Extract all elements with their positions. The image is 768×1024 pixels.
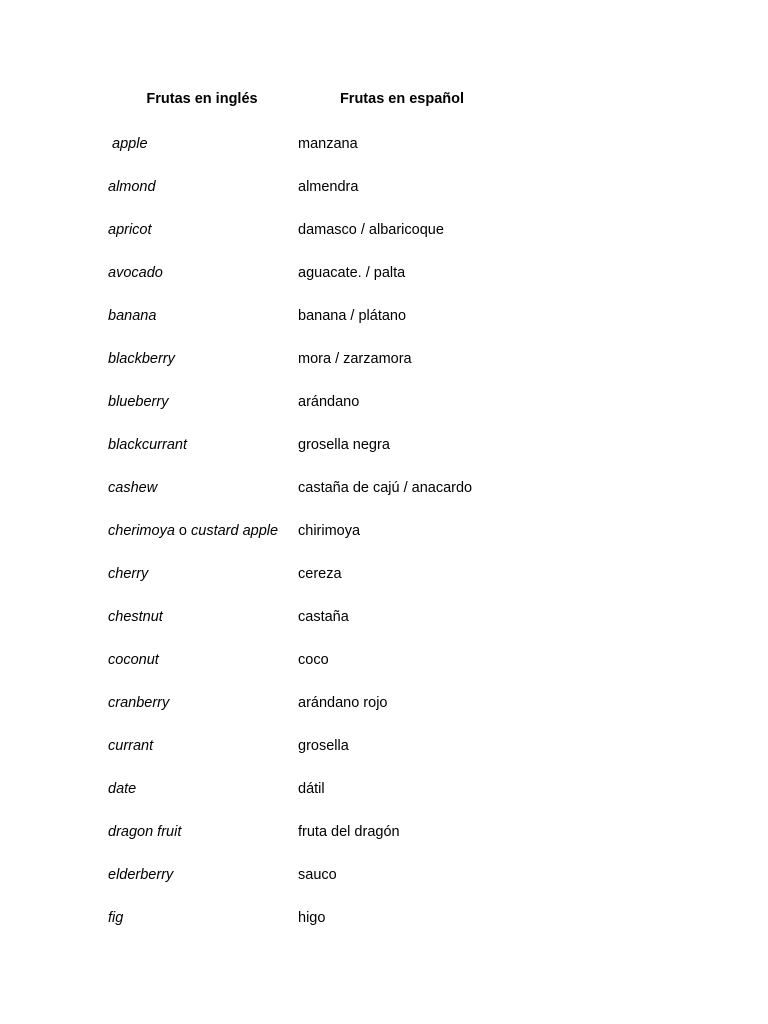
table-row bbox=[0, 392, 768, 435]
spanish-term: castaña bbox=[298, 609, 349, 625]
english-term: banana bbox=[108, 308, 157, 324]
english-term: chestnut bbox=[108, 609, 163, 625]
english-term: dragon fruit bbox=[108, 824, 182, 840]
spanish-term: damasco / albaricoque bbox=[298, 222, 444, 238]
header-spanish: Frutas en español bbox=[339, 91, 465, 107]
table-row bbox=[0, 263, 768, 306]
spanish-term: grosella bbox=[298, 738, 349, 754]
table-row bbox=[0, 220, 768, 263]
spanish-term: arándano rojo bbox=[298, 695, 388, 711]
table-header bbox=[0, 91, 768, 111]
spanish-term: manzana bbox=[298, 136, 358, 152]
header-english: Frutas en inglés bbox=[146, 91, 258, 107]
spanish-term: chirimoya bbox=[298, 523, 361, 539]
english-term: fig bbox=[108, 910, 124, 926]
table-row bbox=[0, 564, 768, 607]
table-row bbox=[0, 177, 768, 220]
english-term-alternate: custard apple bbox=[191, 523, 279, 539]
spanish-term: aguacate. / palta bbox=[298, 265, 406, 281]
table-row bbox=[0, 736, 768, 779]
english-term: cherry bbox=[108, 566, 149, 582]
english-term bbox=[108, 521, 278, 541]
table-row bbox=[0, 822, 768, 865]
spanish-term: fruta del dragón bbox=[298, 824, 400, 840]
spanish-term: dátil bbox=[298, 781, 325, 797]
table-row bbox=[0, 908, 768, 951]
english-term: elderberry bbox=[108, 867, 174, 883]
english-term-connector: o bbox=[174, 523, 192, 539]
table-row bbox=[0, 521, 768, 564]
english-term: date bbox=[108, 781, 137, 797]
spanish-term: mora / zarzamora bbox=[298, 351, 412, 367]
table-row bbox=[0, 693, 768, 736]
english-term: currant bbox=[108, 738, 154, 754]
spanish-term: arándano bbox=[298, 394, 360, 410]
table-row bbox=[0, 435, 768, 478]
table-row bbox=[0, 478, 768, 521]
table-row bbox=[0, 349, 768, 392]
english-term: cranberry bbox=[108, 695, 170, 711]
table-row bbox=[0, 306, 768, 349]
spanish-term: cereza bbox=[298, 566, 342, 582]
english-term: avocado bbox=[108, 265, 163, 281]
english-term-primary: cherimoya bbox=[108, 523, 175, 539]
english-term: coconut bbox=[108, 652, 159, 668]
table-row bbox=[0, 650, 768, 693]
english-term: blueberry bbox=[108, 394, 169, 410]
spanish-term: castaña de cajú / anacardo bbox=[298, 480, 473, 496]
table-row bbox=[0, 865, 768, 908]
table-row bbox=[0, 607, 768, 650]
spanish-term: higo bbox=[298, 910, 326, 926]
english-term: almond bbox=[108, 179, 156, 195]
spanish-term: banana / plátano bbox=[298, 308, 407, 324]
fruit-table bbox=[0, 134, 768, 951]
english-term: apricot bbox=[108, 222, 152, 238]
english-term: blackcurrant bbox=[108, 437, 187, 453]
spanish-term: coco bbox=[298, 652, 329, 668]
spanish-term: grosella negra bbox=[298, 437, 390, 453]
table-row bbox=[0, 134, 768, 177]
english-term: blackberry bbox=[108, 351, 175, 367]
table-row bbox=[0, 779, 768, 822]
spanish-term: almendra bbox=[298, 179, 359, 195]
english-term: apple bbox=[108, 136, 148, 152]
english-term: cashew bbox=[108, 480, 158, 496]
spanish-term: sauco bbox=[298, 867, 337, 883]
